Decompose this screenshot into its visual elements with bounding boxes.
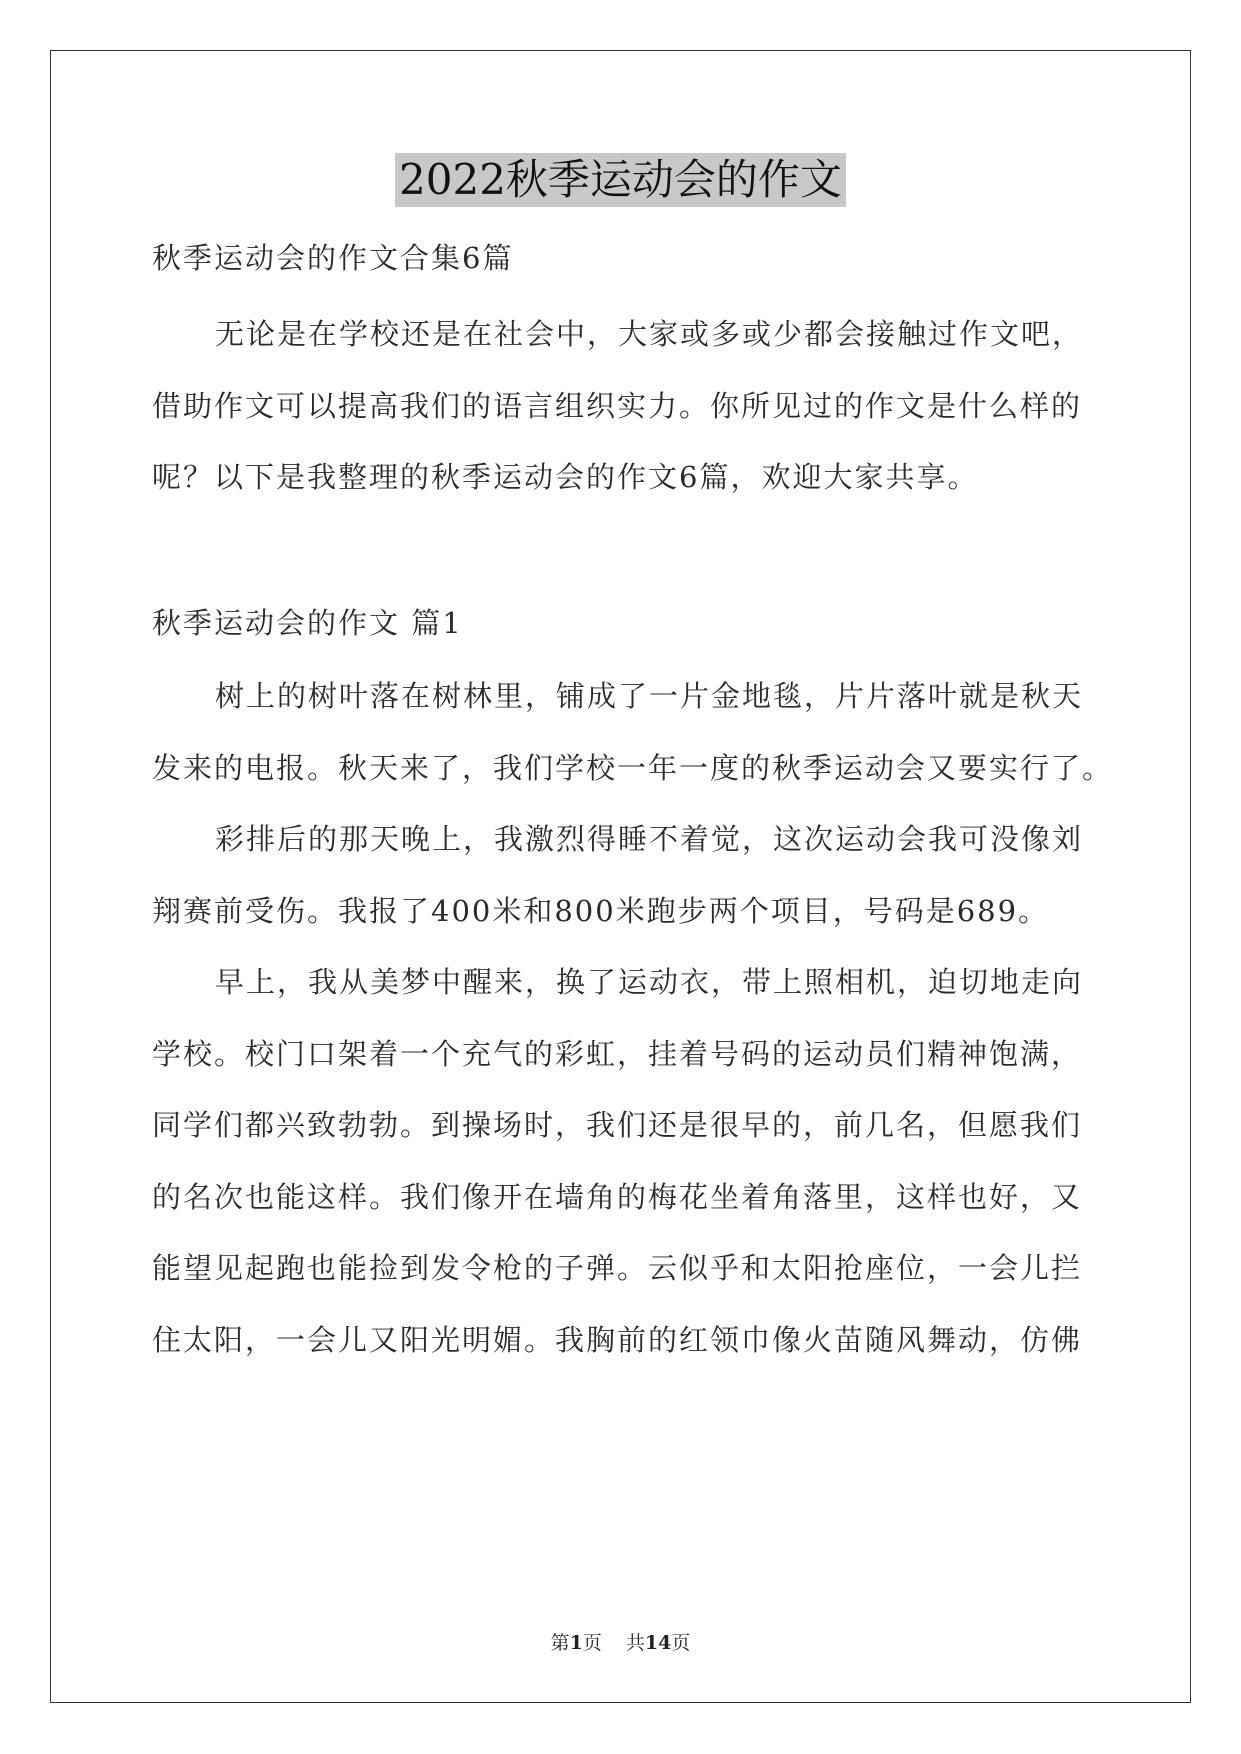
body-line: 翔赛前受伤。我报了400米和800米跑步两个项目，号码是689。 [152, 894, 1050, 928]
body-line: 住太阳，一会儿又阳光明媚。我胸前的红领巾像火苗随风舞动，仿佛 [152, 1323, 1083, 1357]
page-border [50, 50, 1191, 1703]
body-line: 能望见起跑也能捡到发令枪的子弹。云似乎和太阳抢座位，一会儿拦 [152, 1251, 1083, 1285]
footer-page-suffix: 页 [582, 1632, 602, 1654]
title-wrap [0, 153, 1241, 207]
footer-page-number: 1 [569, 1632, 583, 1654]
body-line: 学校。校门口架着一个充气的彩虹，挂着号码的运动员们精神饱满， [152, 1037, 1083, 1071]
body-line: 的名次也能这样。我们像开在墙角的梅花坐着角落里，这样也好，又 [152, 1180, 1083, 1214]
body-line: 早上，我从美梦中醒来，换了运动衣，带上照相机，迫切地走向 [215, 965, 1084, 999]
intro-line: 借助作文可以提高我们的语言组织实力。你所见过的作文是什么样的 [152, 389, 1083, 423]
body-line: 发来的电报。秋天来了，我们学校一年一度的秋季运动会又要实行了。 [152, 751, 1114, 785]
section-heading: 秋季运动会的作文 篇1 [152, 606, 463, 640]
body-line: 树上的树叶落在树林里，铺成了一片金地毯，片片落叶就是秋天 [215, 679, 1084, 713]
footer-total-prefix: 共 [625, 1632, 645, 1654]
footer-page-prefix: 第 [550, 1632, 570, 1654]
page-footer [0, 1631, 1241, 1655]
intro-line: 无论是在学校还是在社会中，大家或多或少都会接触过作文吧， [215, 317, 1084, 351]
intro-line: 呢？以下是我整理的秋季运动会的作文6篇，欢迎大家共享。 [152, 460, 979, 494]
document-title: 2022秋季运动会的作文 [395, 153, 846, 207]
footer-total-pages: 14 [644, 1632, 672, 1654]
body-line: 彩排后的那天晚上，我激烈得睡不着觉，这次运动会我可没像刘 [215, 822, 1084, 856]
body-line: 同学们都兴致勃勃。到操场时，我们还是很早的，前几名，但愿我们 [152, 1108, 1083, 1142]
footer-total-suffix: 页 [671, 1632, 691, 1654]
document-subtitle: 秋季运动会的作文合集6篇 [152, 241, 514, 275]
